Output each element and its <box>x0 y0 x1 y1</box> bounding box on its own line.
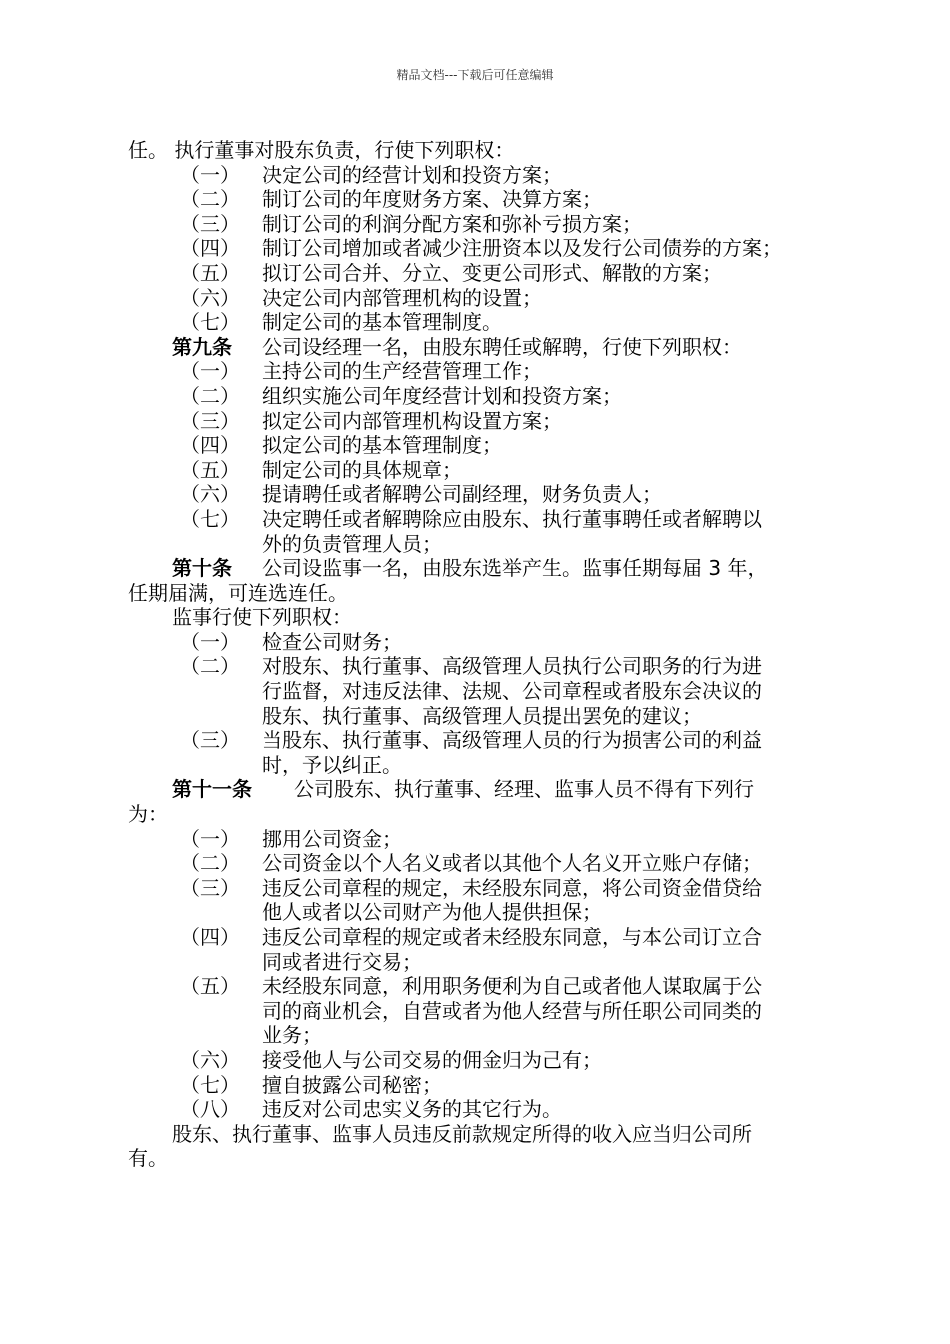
item-text: 制定公司的具体规章； <box>262 457 462 482</box>
item-text: 接受他人与公司交易的佣金归为己有； <box>262 1047 602 1072</box>
document-body <box>128 138 828 1171</box>
list-item <box>128 1073 828 1098</box>
item-text: 决定公司内部管理机构的设置； <box>262 285 542 310</box>
article-number: 第九条 <box>172 334 232 359</box>
item-number: （六） <box>180 482 240 507</box>
list-item <box>128 286 828 311</box>
item-number: （四） <box>180 925 240 949</box>
item-number: （六） <box>180 285 240 310</box>
item-text: 制订公司的利润分配方案和弥补亏损方案； <box>262 211 642 236</box>
item-text: 决定公司的经营计划和投资方案； <box>262 162 562 187</box>
item-text: 业务； <box>262 1023 322 1048</box>
item-number: （一） <box>180 629 240 654</box>
item-number: （二） <box>180 383 240 408</box>
list-item <box>128 851 828 876</box>
article-heading <box>128 556 828 581</box>
list-item <box>128 458 828 483</box>
article-heading <box>128 777 828 802</box>
list-item <box>128 433 828 458</box>
list-item <box>128 630 828 655</box>
list-item <box>128 359 828 384</box>
item-number: （二） <box>180 654 240 679</box>
item-number: （四） <box>180 236 240 261</box>
item-number: （三） <box>180 728 240 753</box>
list-item <box>128 384 828 409</box>
item-continuation <box>128 999 828 1024</box>
article-number: 第十条 <box>172 556 232 581</box>
item-text: 他人或者以公司财产为他人提供担保； <box>262 900 602 925</box>
item-text: 对股东、执行董事、高级管理人员执行公司职务的行为进 <box>262 654 762 679</box>
item-number: （三） <box>180 875 240 900</box>
item-text: 违反公司章程的规定，未经股东同意，将公司资金借贷给 <box>262 875 762 900</box>
list-item <box>128 507 828 532</box>
list-item <box>128 310 828 335</box>
item-continuation <box>128 532 828 557</box>
item-continuation <box>128 900 828 925</box>
item-text: 拟定公司内部管理机构设置方案； <box>262 408 562 433</box>
paragraph-line: 监事行使下列职权： <box>172 605 352 630</box>
text-line: 有。 <box>128 1146 168 1171</box>
item-number: （八） <box>180 1097 240 1122</box>
item-text: 制订公司的年度财务方案、决算方案； <box>262 187 602 212</box>
list-item <box>128 974 828 999</box>
item-text: 同或者进行交易； <box>262 949 422 974</box>
page-header: 精品文档---下载后可任意编辑 <box>396 68 554 82</box>
article-heading <box>128 335 828 360</box>
item-number: （七） <box>180 310 240 335</box>
text-line: 任。 执行董事对股东负责，行使下列职权： <box>128 138 515 162</box>
item-continuation <box>128 1023 828 1048</box>
item-text: 主持公司的生产经营管理工作； <box>262 359 542 384</box>
article-text: 公司设经理一名，由股东聘任或解聘，行使下列职权： <box>262 334 742 359</box>
list-item <box>128 876 828 901</box>
list-item <box>128 1097 828 1122</box>
item-number: （七） <box>180 1072 240 1097</box>
list-item <box>128 827 828 852</box>
item-continuation <box>128 679 828 704</box>
article-text: 公司设监事一名，由股东选举产生。监事任期每届 3 年， <box>262 556 768 581</box>
item-text: 挪用公司资金； <box>262 826 402 851</box>
list-item <box>128 925 828 950</box>
list-item <box>128 409 828 434</box>
item-text: 外的负责管理人员； <box>262 531 442 556</box>
item-number: （三） <box>180 211 240 236</box>
item-text: 拟订公司合并、分立、变更公司形式、解散的方案； <box>262 260 722 285</box>
list-item <box>128 163 828 188</box>
item-number: （一） <box>180 359 240 384</box>
list-item <box>128 236 828 261</box>
list-item <box>128 261 828 286</box>
item-number: （七） <box>180 506 240 531</box>
list-item <box>128 654 828 679</box>
item-number: （二） <box>180 187 240 212</box>
item-number: （五） <box>180 260 240 285</box>
item-number: （一） <box>180 162 240 187</box>
item-continuation <box>128 704 828 729</box>
article-text: 公司股东、执行董事、经理、监事人员不得有下列行 <box>294 777 754 802</box>
item-number: （六） <box>180 1047 240 1072</box>
item-continuation <box>128 753 828 778</box>
item-number: （四） <box>180 433 240 458</box>
list-item <box>128 212 828 237</box>
item-text: 组织实施公司年度经营计划和投资方案； <box>262 383 622 408</box>
item-number: （三） <box>180 408 240 433</box>
item-text: 违反公司章程的规定或者未经股东同意，与本公司订立合 <box>262 925 762 949</box>
list-item <box>128 482 828 507</box>
item-text: 提请聘任或者解聘公司副经理，财务负责人； <box>262 482 662 507</box>
item-text: 决定聘任或者解聘除应由股东、执行董事聘任或者解聘以 <box>262 506 762 531</box>
item-number: （五） <box>180 974 240 999</box>
item-text: 公司资金以个人名义或者以其他个人名义开立账户存储； <box>262 851 762 876</box>
text-line: 为： <box>128 802 168 827</box>
item-text: 股东、执行董事、高级管理人员提出罢免的建议； <box>262 703 702 728</box>
item-text: 当股东、执行董事、高级管理人员的行为损害公司的利益 <box>262 728 762 753</box>
item-continuation <box>128 950 828 975</box>
item-text: 检查公司财务； <box>262 629 402 654</box>
item-text: 制定公司的基本管理制度。 <box>262 310 502 335</box>
item-text: 制订公司增加或者减少注册资本以及发行公司债券的方案； <box>262 236 782 261</box>
article-number: 第十一条 <box>172 777 252 802</box>
paragraph-line: 股东、执行董事、监事人员违反前款规定所得的收入应当归公司所 <box>172 1121 752 1146</box>
item-text: 行监督，对违反法律、法规、公司章程或者股东会决议的 <box>262 679 762 704</box>
list-item <box>128 728 828 753</box>
item-number: （五） <box>180 457 240 482</box>
item-text: 时，予以纠正。 <box>262 752 402 777</box>
item-text: 司的商业机会，自营或者为他人经营与所任职公司同类的 <box>262 998 762 1023</box>
item-text: 擅自披露公司秘密； <box>262 1072 442 1097</box>
item-number: （一） <box>180 826 240 851</box>
item-text: 违反对公司忠实义务的其它行为。 <box>262 1097 562 1122</box>
list-item <box>128 187 828 212</box>
item-number: （二） <box>180 851 240 876</box>
list-item <box>128 1048 828 1073</box>
item-text: 拟定公司的基本管理制度； <box>262 433 502 458</box>
item-text: 未经股东同意，利用职务便利为自己或者他人谋取属于公 <box>262 974 762 999</box>
text-line: 任期届满，可连选连任。 <box>128 580 348 605</box>
